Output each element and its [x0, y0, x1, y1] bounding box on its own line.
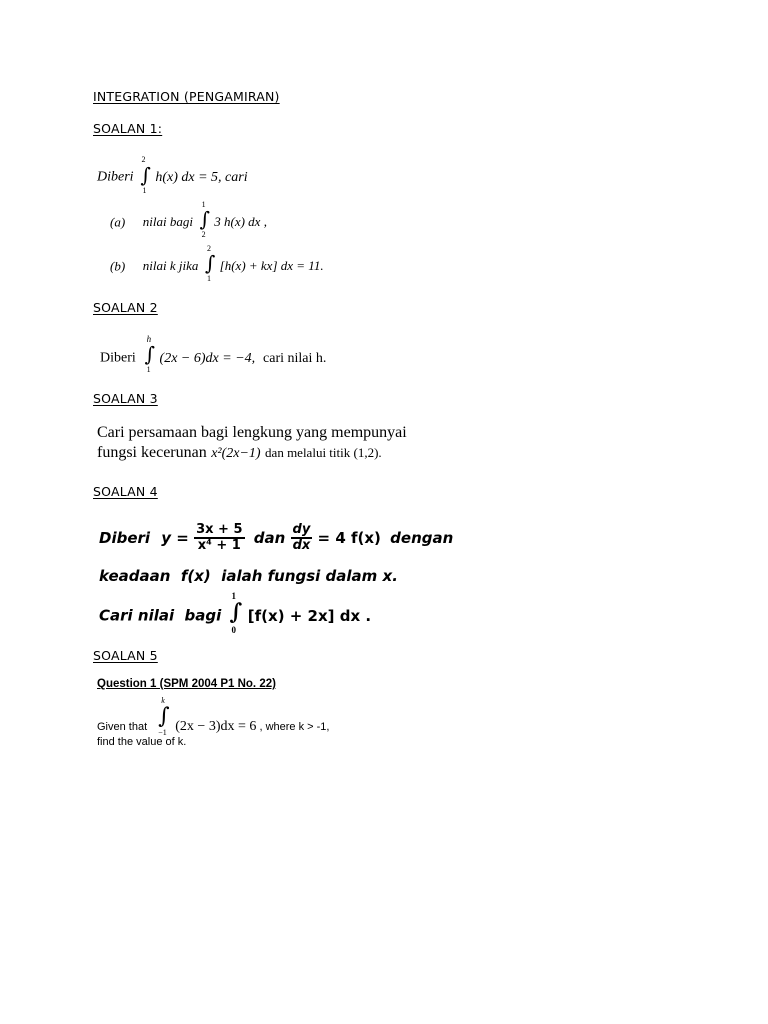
soalan-3-line-2 [97, 444, 382, 462]
integral-sign-icon: ∫ [144, 342, 156, 366]
soalan-2-integrand: (2x − 6)dx = −4, [159, 350, 256, 366]
soalan-4-dengan-word: dengan [390, 528, 454, 547]
integral-upper-limit: h [146, 334, 152, 344]
soalan-4-line-3-integrand: [f(x) + 2x] dx . [247, 606, 372, 625]
fraction-2-numerator: dy [291, 523, 313, 539]
integral-lower-limit: 1 [146, 365, 151, 374]
integral-lower-limit: 1 [142, 186, 147, 195]
soalan-3-line-1: Cari persamaan bagi lengkung yang mempunyai [97, 424, 407, 441]
integral-sign-icon: ∫ [140, 163, 151, 187]
soalan-2-heading: SOALAN 2 [93, 300, 158, 315]
page-title: INTEGRATION (PENGAMIRAN) [93, 89, 280, 104]
part-b-integral-limits [205, 244, 216, 283]
soalan-4-heading: SOALAN 4 [93, 484, 158, 499]
part-b-integrand: [h(x) + kx] dx = 11. [219, 258, 324, 274]
soalan-1-integral-limits [140, 155, 151, 195]
soalan-4-y-equals: y = [161, 528, 189, 547]
fraction-1-denominator: x⁴ + 1 [197, 538, 241, 554]
soalan-4-equals-4fx: = 4 f(x) [317, 528, 381, 547]
soalan-4-line-3-text-a: Cari nilai bagi [99, 606, 222, 625]
soalan-5-find-line: find the value of k. [97, 736, 187, 748]
soalan-5-question-title: Question 1 (SPM 2004 P1 No. 22) [97, 678, 276, 690]
soalan-4-line-2-text: keadaan f(x) ialah fungsi dalam x. [99, 567, 398, 585]
integral-lower-limit: 1 [207, 274, 212, 283]
soalan-2-line [100, 334, 327, 375]
integral-upper-limit: 1 [231, 591, 237, 601]
integral-upper-limit: 2 [207, 244, 212, 253]
integral-sign-icon: ∫ [229, 599, 243, 625]
part-a-integrand: 3 h(x) dx , [214, 214, 267, 230]
soalan-5-integrand: (2x − 3)dx = 6 [175, 718, 257, 734]
integral-upper-limit: 2 [141, 155, 146, 164]
integral-sign-icon: ∫ [158, 704, 170, 729]
soalan-4-line-2 [99, 567, 398, 585]
part-a-text: nilai bagi [142, 214, 193, 230]
soalan-2-integral-limits [144, 334, 156, 375]
integral-upper-limit: 1 [201, 200, 206, 209]
soalan-5-given-text: Given that [97, 720, 148, 733]
soalan-1-given-line [97, 155, 248, 195]
soalan-3-line-2-text-b: dan melalui titik (1,2). [265, 445, 382, 460]
soalan-3-gradient-expression: x²(2x−1) [211, 446, 261, 461]
soalan-4-integral-limits [229, 591, 243, 635]
part-a-integral-limits [199, 200, 211, 239]
soalan-5-condition: , where k > -1, [259, 720, 330, 733]
soalan-1-part-b [110, 244, 324, 283]
soalan-2-suffix: cari nilai h. [263, 350, 327, 366]
soalan-4-fraction-1 [194, 523, 244, 554]
soalan-4-dan-word: dan [253, 528, 286, 547]
integral-lower-limit: −1 [158, 728, 167, 737]
soalan-1-part-a [110, 200, 267, 239]
soalan-3-line-2-text-a: fungsi kecerunan [97, 444, 207, 461]
fraction-1-numerator: 3x + 5 [194, 523, 244, 539]
soalan-1-heading: SOALAN 1: [93, 121, 163, 136]
soalan-1-given-integrand: h(x) dx = 5, cari [155, 169, 248, 185]
soalan-4-fraction-2 [291, 523, 313, 554]
part-a-label: (a) [110, 214, 126, 230]
integral-lower-limit: 0 [231, 625, 237, 635]
integral-sign-icon: ∫ [199, 207, 211, 231]
part-b-label: (b) [110, 258, 126, 274]
soalan-5-heading: SOALAN 5 [93, 648, 158, 663]
soalan-4-line-1 [99, 523, 453, 554]
soalan-3-heading: SOALAN 3 [93, 391, 158, 406]
integral-upper-limit: k [161, 696, 165, 705]
part-b-text: nilai k jika [142, 258, 199, 274]
soalan-4-given-word: Diberi [99, 528, 151, 547]
soalan-4-line-3 [99, 591, 372, 635]
integral-lower-limit: 2 [201, 230, 206, 239]
soalan-2-prefix: Diberi [100, 350, 136, 366]
fraction-2-denominator: dx [292, 538, 311, 554]
soalan-1-given-prefix: Diberi [97, 169, 134, 185]
integral-sign-icon: ∫ [205, 251, 216, 275]
